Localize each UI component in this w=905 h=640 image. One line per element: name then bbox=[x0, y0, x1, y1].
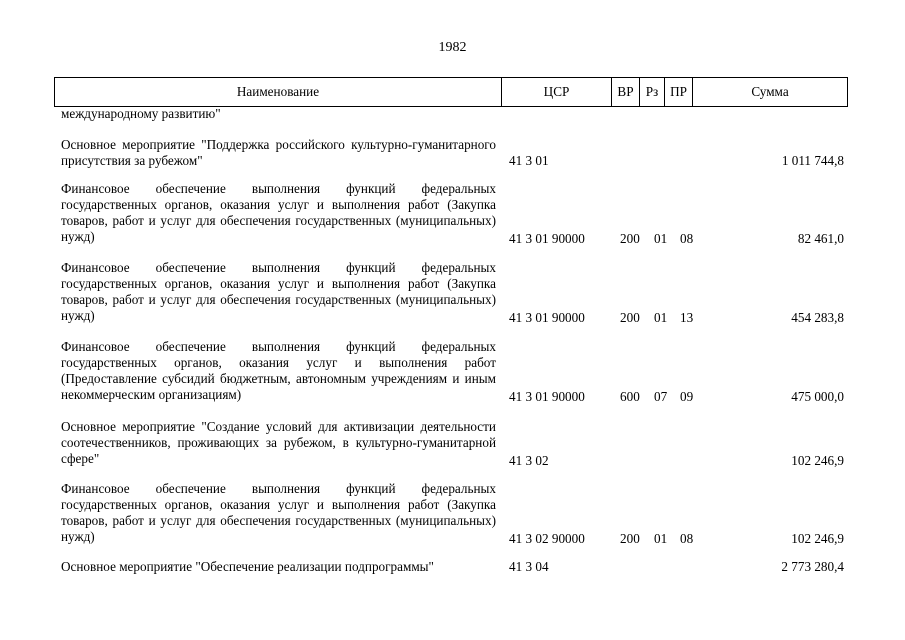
page-number: 1982 bbox=[438, 40, 467, 55]
row-name: Финансовое обеспечение выполнения функций федеральных государственных органов, оказания услуг и выполнения работ (Закупка товаров, работ и услуг для обеспечения государственных (муниципальных) нужд) bbox=[61, 181, 496, 244]
row-csr: 41 3 01 90000 bbox=[509, 389, 585, 404]
table-header bbox=[54, 77, 848, 107]
row-csr: 41 3 01 90000 bbox=[509, 310, 585, 325]
row-csr: 41 3 02 bbox=[509, 453, 549, 468]
row-name: Финансовое обеспечение выполнения функций федеральных государственных органов, оказания услуг и выполнения работ (Закупка товаров, работ и услуг для обеспечения государственных (муниципальных) нужд) bbox=[61, 260, 496, 323]
row-name: Основное мероприятие "Создание условий для активизации деятельности соотечественников, проживающих за рубежом, в культурно-гуманитарной сфере" bbox=[61, 419, 496, 466]
header-rz: Рз bbox=[640, 78, 665, 106]
row-csr: 41 3 01 bbox=[509, 153, 549, 168]
row-rz: 01 bbox=[654, 231, 668, 246]
row-vr: 600 bbox=[620, 389, 640, 404]
row-pr: 08 bbox=[680, 231, 694, 246]
header-sum: Сумма bbox=[751, 84, 789, 99]
row-rz: 01 bbox=[654, 531, 668, 546]
row-name: международному развитию" bbox=[61, 106, 221, 121]
row-pr: 08 bbox=[680, 531, 694, 546]
header-csr: ЦСР bbox=[502, 78, 612, 106]
row-name: Основное мероприятие "Обеспечение реализации подпрограммы" bbox=[61, 559, 434, 574]
header-vr: ВР bbox=[612, 78, 640, 106]
row-vr: 200 bbox=[620, 310, 640, 325]
row-sum: 2 773 280,4 bbox=[781, 559, 844, 574]
row-name: Основное мероприятие "Поддержка российского культурно-гуманитарного присутствия за рубежом" bbox=[61, 137, 496, 168]
row-pr: 09 bbox=[680, 389, 694, 404]
row-csr: 41 3 04 bbox=[509, 559, 549, 574]
row-rz: 07 bbox=[654, 389, 668, 404]
row-sum: 82 461,0 bbox=[797, 231, 844, 246]
row-pr: 13 bbox=[680, 310, 694, 325]
row-rz: 01 bbox=[654, 310, 668, 325]
row-sum: 475 000,0 bbox=[791, 389, 844, 404]
row-name: Финансовое обеспечение выполнения функций федеральных государственных органов, оказания услуг и выполнения работ (Предоставление субсидий бюджетным, автономным учреждениям и иным некоммерческим организациям) bbox=[61, 339, 496, 402]
row-vr: 200 bbox=[620, 231, 640, 246]
row-csr: 41 3 02 90000 bbox=[509, 531, 585, 546]
row-vr: 200 bbox=[620, 531, 640, 546]
header-pr: ПР bbox=[665, 78, 693, 106]
row-sum: 454 283,8 bbox=[791, 310, 844, 325]
row-sum: 102 246,9 bbox=[791, 531, 844, 546]
header-name: Наименование bbox=[55, 78, 502, 106]
row-sum: 102 246,9 bbox=[791, 453, 844, 468]
row-csr: 41 3 01 90000 bbox=[509, 231, 585, 246]
row-name: Финансовое обеспечение выполнения функций федеральных государственных органов, оказания услуг и выполнения работ (Закупка товаров, работ и услуг для обеспечения государственных (муниципальных) нужд) bbox=[61, 481, 496, 544]
row-sum: 1 011 744,8 bbox=[781, 153, 844, 168]
